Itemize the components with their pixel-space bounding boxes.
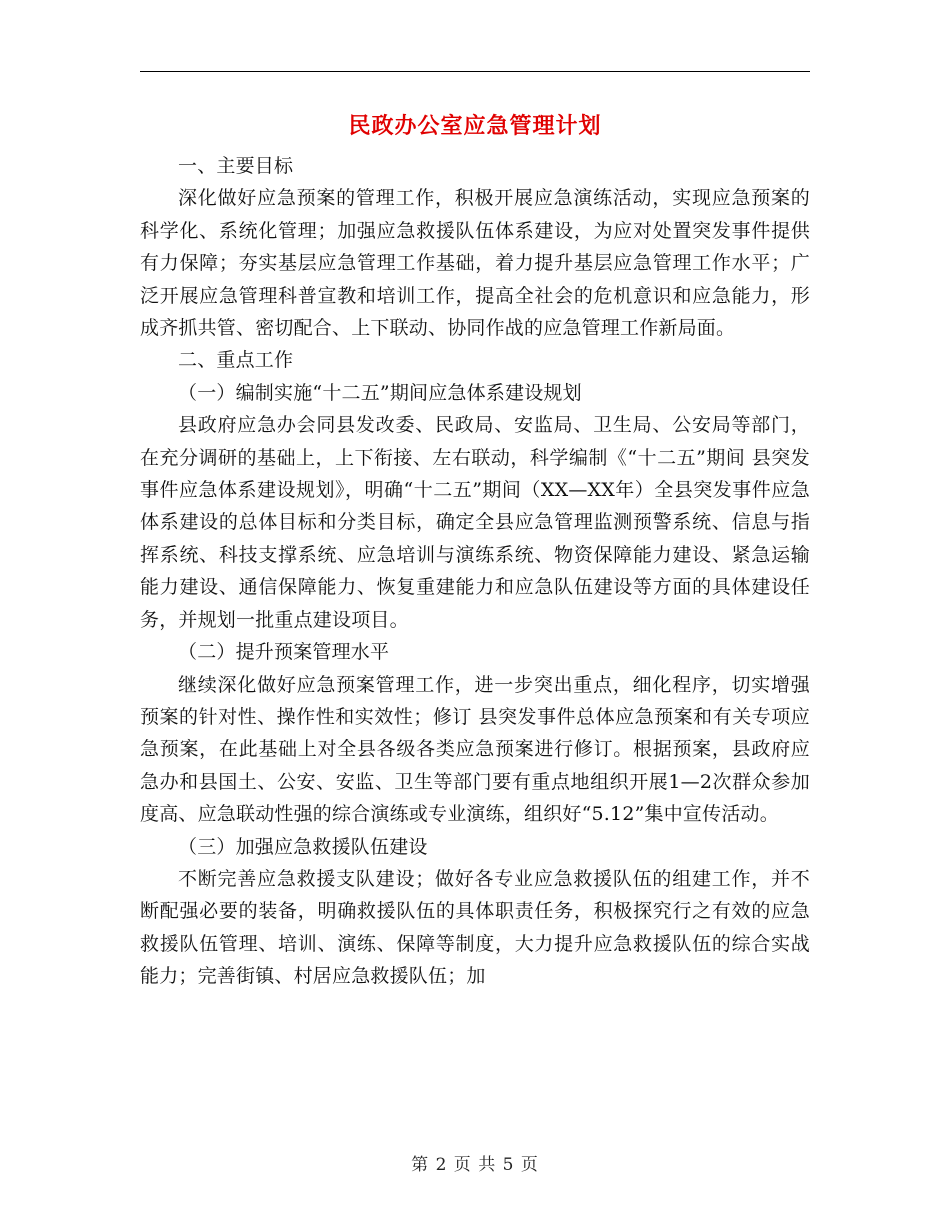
section-heading-key-work: 二、重点工作: [178, 349, 294, 372]
subheading-teams: （三）加强应急救援队伍建设: [178, 835, 428, 858]
document-body: [140, 150, 810, 993]
header-rule: [140, 71, 810, 72]
paragraph-teams: 不断完善应急救援支队建设；做好各专业应急救援队伍的组建工作，并不断配强必要的装备，明确救援队伍的具体职责任务，积极探究行之有效的应急救援队伍管理、培训、演练、保障等制度，大力提升应急救援队伍的综合实战能力；完善街镇、村居应急救援队伍；加: [140, 867, 810, 988]
section-heading-goals: 一、主要目标: [178, 155, 294, 177]
paragraph-goals: 深化做好应急预案的管理工作，积极开展应急演练活动，实现应急预案的科学化、系统化管理；加强应急救援队伍体系建设，为应对处置突发事件提供有力保障；夯实基层应急管理工作基础，着力提升基层应急管理工作水平；广泛开展应急管理科普宣教和培训工作，提高全社会的危机意识和应急能力，形成齐抓共管、密切配合、上下联动、协同作战的应急管理工作新局面。: [140, 187, 810, 340]
paragraph-plans: 继续深化做好应急预案管理工作，进一步突出重点，细化程序，切实增强预案的针对性、操作性和实效性；修订 县突发事件总体应急预案和有关专项应急预案，在此基础上对全县各级各类应急预案进行修订。根据预案，县政府应急办和县国土、公安、安监、卫生等部门要有重点地组织开展1—2次群众参加度高、应急联动性强的综合演练或专业演练，组织好“5.12”集中宣传活动。: [140, 673, 810, 826]
page-footer: 第 2 页 共 5 页: [411, 1155, 539, 1175]
document-title: 民政办公室应急管理计划: [348, 113, 602, 139]
paragraph-planning: 县政府应急办会同县发改委、民政局、安监局、卫生局、公安局等部门，在充分调研的基础上，上下衔接、左右联动，科学编制《“十二五”期间 县突发事件应急体系建设规划》，明确“十二五”期间（XX—XX年）全县突发事件应急体系建设的总体目标和分类目标，确定全县应急管理监测预警系统、信息与指挥系统、科技支撑系统、应急培训与演练系统、物资保障能力建设、紧急运输能力建设、通信保障能力、恢复重建能力和应急队伍建设等方面的具体建设任务，并规划一批重点建设项目。: [140, 414, 810, 631]
subheading-plans: （二）提升预案管理水平: [178, 641, 390, 664]
subheading-planning: （一）编制实施“十二五”期间应急体系建设规划: [178, 381, 582, 404]
